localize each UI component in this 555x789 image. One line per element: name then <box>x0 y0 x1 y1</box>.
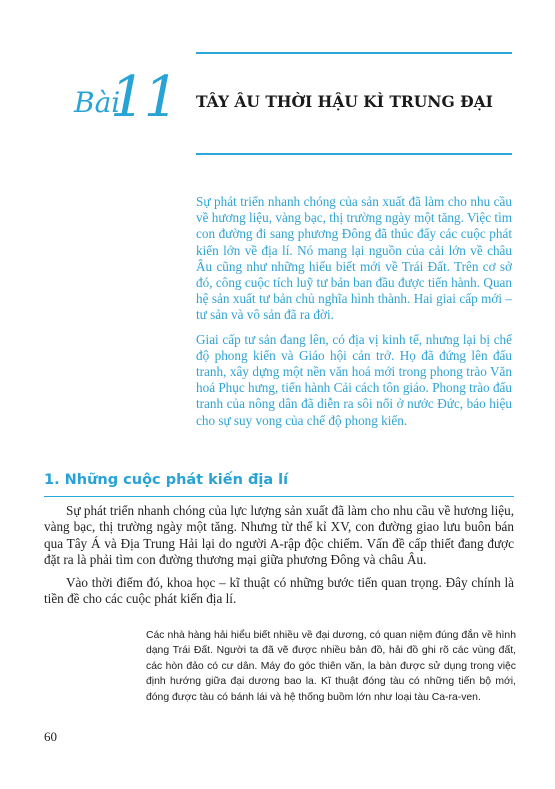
title-bottom-rule <box>196 153 512 155</box>
section-rule <box>44 496 514 497</box>
title-top-rule <box>196 52 512 54</box>
section-heading: 1. Những cuộc phát kiến địa lí <box>44 472 289 488</box>
intro-paragraph: Giai cấp tư sản đang lên, có địa vị kinh tế, nhưng lại bị chế độ phong kiến và Giáo hội cản trở. Họ đã đứng lên đấu tranh, xây dựng một nền văn hoá mới trong phong trào Văn hoá Phục hưng, tiến hành Cải cách tôn giáo. Phong trào đấu tranh của nông dân đã diễn ra sôi nổi ở nước Đức, báo hiệu cho sự suy vong của chế độ phong kiến. <box>196 331 512 428</box>
lesson-title: TÂY ÂU THỜI HẬU KÌ TRUNG ĐẠI <box>196 92 493 111</box>
supplementary-note: Các nhà hàng hải hiểu biết nhiều về đại dương, có quan niệm đúng đắn về hình dạng Trái Đất. Người ta đã vẽ được nhiều bản đồ, hải đồ ghi rõ các vùng đất, các hòn đảo có cư dân. Máy đo góc thiên văn, la bàn được sử dụng trong việc định hướng giữa đại dương bao la. Kĩ thuật đóng tàu có những tiến bộ mới, đóng được tàu có bánh lái và hệ thống buồm lớn như loại tàu Ca-ra-ven. <box>146 630 516 703</box>
lesson-number: 11 <box>110 65 178 130</box>
page-number: 60 <box>44 729 57 744</box>
body-paragraph: Vào thời điểm đó, khoa học – kĩ thuật có những bước tiến quan trọng. Đây chính là tiền đề cho các cuộc phát kiến địa lí. <box>44 574 514 607</box>
section-body <box>44 503 514 613</box>
intro-paragraph: Sự phát triển nhanh chóng của sản xuất đã làm cho nhu cầu về hương liệu, vàng bạc, thị trường ngày một tăng. Việc tìm con đường đi sang phương Đông đã thúc đẩy các cuộc phát kiến lớn về địa lí. Nó mang lại nguồn của cải lớn về châu Âu cũng như những hiểu biết mới về Trái Đất. Trên cơ sở đó, công cuộc tích luỹ tư bản ban đầu được tiến hành. Quan hệ sản xuất tư bản chủ nghĩa hình thành. Hai giai cấp mới – tư sản và vô sản đã ra đời. <box>196 194 512 323</box>
lesson-intro <box>196 194 512 437</box>
lesson-word: Bài <box>74 86 121 119</box>
body-paragraph: Sự phát triển nhanh chóng của lực lượng sản xuất đã làm cho nhu cầu về hương liệu, vàng bạc, thị trường ngày một tăng. Nhưng từ thế kỉ XV, con đường giao lưu buôn bán qua Tây Á và Địa Trung Hải lại do người A-rập độc chiếm. Vấn đề cấp thiết đang được đặt ra là phải tìm con đường thương mại giữa phương Đông và châu Âu. <box>44 503 514 568</box>
